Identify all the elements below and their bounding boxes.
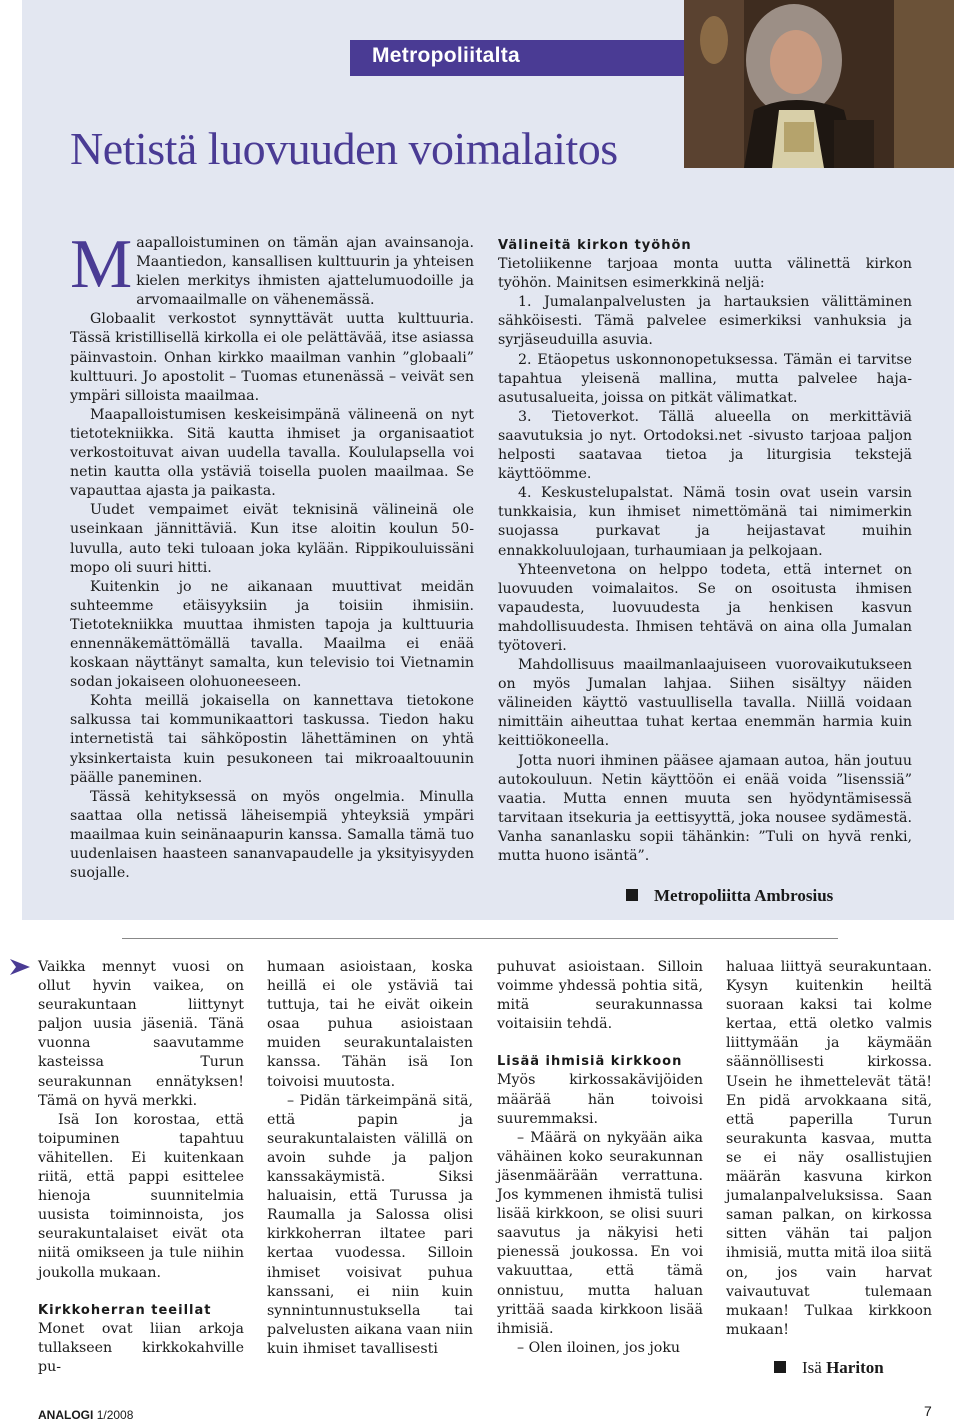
paragraph: Tässä kehityksessä on myös ongelmia. Minulla saattaa olla netissä läheisempiä yhteyksiä ympäri maailmaa kuin seinänaapurin kanssa. Samalla tämä tuo uudenlaisen haasteen sananvapaudelle ja yksityisyyden suojalle. [70,788,474,882]
second-article-column-2 [267,958,473,1359]
paragraph: – Olen iloinen, jos joku [517,1339,681,1356]
paragraph: puhuvat asioistaan. Silloin voimme yhdessä pohtia sitä, mitä seurakunnassa voitaisiin tehdä. [497,959,703,1033]
paragraph: Vaikka mennyt vuosi on ollut hyvin vaikea, on seurakuntaan liittynyt paljon uusia jäseniä. Tänä vuonna saavutamme kasteissa Turun seurakunnan ennätyksen! Tämä on hyvä merkki. [38,959,244,1109]
paragraph: Globaalit verkostot synnyttävät uutta kulttuuria. Tässä kristillisellä kirkolla ei ole pelättävää, itse asiassa päinvastoin. Onhan kirkko maailman vanhin ”globaali” kulttuuri. Jo apostolit – Tuomas etunenässä – veivät sen ympäri silloista maailmaa. [70,311,474,404]
subheading: Kirkkoherran teeillat [38,1302,212,1318]
article-column-right [498,236,912,905]
author-name: Metropoliitta Ambrosius [654,886,834,906]
section-label: Metropoliitalta [372,44,521,67]
subheading: Välineitä kirkon työhön [498,238,692,253]
author-prefix: Isä [802,1357,822,1377]
arrow-marker-icon [10,959,30,975]
paragraph: Tietoliikenne tarjoaa monta uutta välinettä kirkon työhön. Mainitsen esimerkkinä neljä: [498,256,912,292]
paragraph: Myös kirkossakävijöiden määrää hän toivoisi suuremmaksi. [497,1072,703,1127]
footer-magazine [38,1408,133,1422]
paragraph: Kuitenkin jo ne aikanaan muuttivat meidän suhteemme etäisyyksiin ja toisiin ihmisiin. Tietotekniikka muuttaa ihmisten tapoja ja kulttuuria ennennäkemättömällä tavalla. Maailma ei enää koskaan näyttänyt samalta, kun televisio toi Vietnamin sodan jokaiseen olohuoneeseen. [70,578,474,691]
paragraph: – Pidän tärkeimpänä sitä, että papin ja seurakuntalaisten välillä on avoin suhde ja paljon kanssakäymistä. Siksi haluaisin, että Turussa ja Raumalla ja Salossa olisi kirkkoherran iltatee pari kertaa vuodessa. Silloin ihmiset voisivat puhua kanssani, ei niin kuin synnintunnustuksella tai palvelusten aikana vaan niin kuin ihmiset tavallisesti [267,1092,473,1357]
paragraph: 2. Etäopetus uskonnonopetuksessa. Tämän ei tarvitse tapahtua yleisenä mallina, mutta palvelee haja-asutusalueita, joissa on pitkät välimatkat. [498,351,912,406]
paragraph: Uudet vempaimet eivät teknisinä välineinä ole useinkaan jännittäviä. Kun itse aloitin koulun 50-luvulla, auto teki tuloaan joka kylään. Rippikouluissäni mopo oli suuri hitti. [70,502,474,576]
drop-cap: M [70,226,133,303]
paragraph: Kohta meillä jokaisella on kannettava tietokone salkussa tai kommunikaattori taskussa. Tiedon haku internetistä tai sähköpostin lähettäminen on yhtä yksinkertaista kuin pesukoneen tai mikroaaltouunin päälle paneminen. [70,693,474,786]
paragraph: 3. Tietoverkot. Tällä alueella on merkittäviä saavutuksia jo nyt. Ortodoksi.net -sivusto tarjoaa paljon helposti saatavaa tietoa ja liturgisia tekstejä käyttöömme. [498,408,912,483]
paragraph: Isä Ion korostaa, että toipuminen tapahtuu vähitellen. Ei kuitenkaan riitä, että pappi esittelee hienoja suunnitelmia uusista toiminnoista, jos seurakuntalaiset eivät ota niitä omikseen ja tule niihin joukolla mukaan. [38,1111,244,1281]
author-signature [726,1358,932,1377]
author-signature [498,886,912,905]
square-bullet-icon [774,1361,786,1373]
section-divider [122,938,838,939]
second-article-column-1 [38,958,244,1377]
paragraph: – Määrä on nykyään aika vähäinen koko seurakunnan jäsenmäärään verrattuna. Jos kymmenen ihmistä tulisi lisää kirkkoon, se olisi suuri saavutus ja näkyisi heti pienessä joukossa. En voi vakuuttaa, että tämä onnistuu, mutta haluan yrittää saada kirkkoon lisää ihmisiä. [497,1129,703,1337]
paragraph: Yhteenvetona on helppo todeta, että internet on luovuuden voimalaitos. Se on osoitusta ihmisen vapaudesta, luovuudesta ja henkisen kasvun mahdollisuudesta. Ihmisen tehtävä on aina olla Jumalan työtoveri. [498,561,912,654]
article-column-left [70,226,474,883]
paragraph: haluaa liittyä seurakuntaan. Kysyn kuitenkin heiltä suoraan kaksi tai kolme kertaa, että oletko valmis liittymään ja käymään säännöllisesti kirkossa. Usein he ihmettelevät tätä! En pidä arvokkaana sitä, että paperilla Turun seurakunta kasvaa, mutta se ei näy osallistujien määrän kasvuna kirkon jumalanpalveluksissa. Saan saman palkan, on kirkossa sitten vähän tai paljon ihmisiä, mutta mitä iloa siitä on, jos vain harvat vaivautuvat tulemaan mukaan! Tulkaa kirkkoon mukaan! [726,959,932,1338]
metropolitan-photo [684,0,954,168]
paragraph: 1. Jumalanpalvelusten ja hartauksien välittäminen sähköisesti. Tämä palvelee esimerkiksi vanhuksia ja syrjäseuduilla asuvia. [498,294,912,349]
square-bullet-icon [626,889,638,901]
paragraph: Mahdollisuus maailmanlaajuiseen vuorovaikutukseen on myös Jumalan lahjaa. Siihen sisältyy näiden välineiden käyttö vastuullisella tavalla. Niillä voidaan nimittäin aiheuttaa tuhat kertaa enemmän harmia kuin keittiökoneella. [498,657,912,750]
magazine-name: ANALOGI [38,1408,94,1422]
issue-number: 1/2008 [96,1408,134,1422]
second-article-column-4 [726,958,932,1377]
second-article-column-3 [497,958,703,1358]
subheading: Lisää ihmisiä kirkkoon [497,1054,683,1070]
article-title: Netistä luovuuden voimalaitos [70,123,618,174]
paragraph: Jotta nuori ihminen pääsee ajamaan autoa, hän joutuu autokouluun. Netin käyttöön ei enää voida ”lisenssiä” vaatia. Mutta ennen muuta sen hyödyntämisessä tarvitaan itsekuria ja eettisyyttä, joka nousee sydämestä. Vanha sananlasku sopii tähänkin: ”Tuli on hyvä renki, mutta huono isäntä”. [498,752,912,864]
paragraph: Monet ovat liian arkoja tullakseen kirkkokahville pu- [38,1320,244,1375]
page-number: 7 [924,1403,932,1419]
paragraph: humaan asioistaan, koska heillä ei ole ystäviä tai tuttuja, tai he eivät oikein osaa puhua asioistaan muiden seurakuntalaisten kanssa. Tähän isä Ion toivoisi muutosta. [267,959,473,1090]
paragraph: Maapalloistumisen keskeisimpänä välineenä on nyt tietotekniikka. Sitä kautta ihmiset ja organisaatiot verkostoituvat aivan uudella tavalla. Koululapsella voi netin kautta olla ystäviä toisella puolen maailmaa. Se vapauttaa ajasta ja paikasta. [70,406,474,500]
paragraph: aapalloistuminen on tämän ajan avainsanoja. Maantiedon, kansallisen kulttuurin ja yhteisen kielen merkitys ihmisten ajattelumuodoille ja arvomaailmalle on vähenemässä. [136,235,474,309]
paragraph: 4. Keskustelupalstat. Nämä tosin ovat usein varsin tunkkaisia, kun ihmiset nimettömänä tai nimimerkin suojassa purkavat ja heijastavat muihin ennakkoluulojaan, turhaumiaan ja pelkojaan. [498,485,912,559]
author-name: Hariton [826,1357,884,1377]
